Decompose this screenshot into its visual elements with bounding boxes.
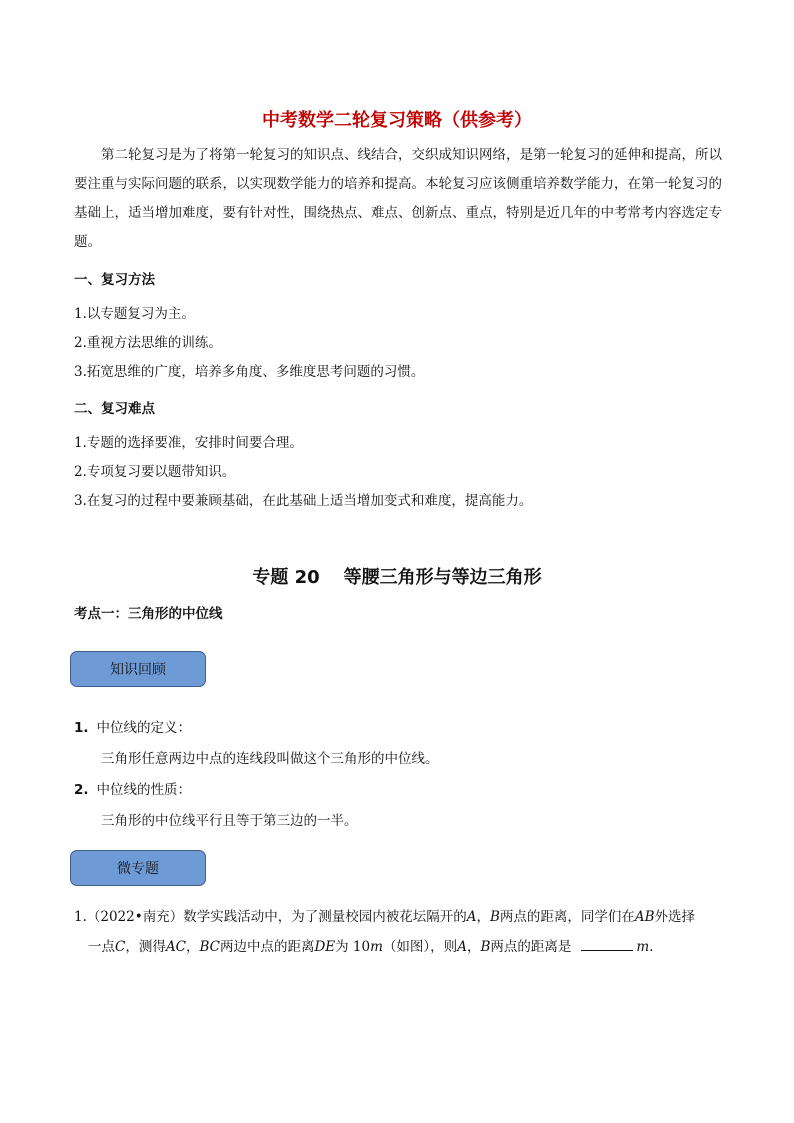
math-var: AC xyxy=(165,939,186,955)
micro-topic-label: 微专题 xyxy=(70,850,206,886)
list-item: 2.专项复习要以题带知识。 xyxy=(74,464,236,480)
problem-text: 为 10 xyxy=(335,939,371,955)
problem-text: ， xyxy=(466,939,481,955)
property-number: 2. xyxy=(74,782,89,798)
property-heading xyxy=(74,778,191,798)
problem-text: 两边中点的距离 xyxy=(219,939,315,955)
problem-text: 一点 xyxy=(88,939,115,955)
math-var: A xyxy=(466,909,477,925)
definition-heading xyxy=(74,716,191,736)
problem-text: ，测得 xyxy=(125,939,166,955)
problem-text: 两点的距离，同学们在 xyxy=(499,909,635,925)
property-label: 中位线的性质： xyxy=(96,782,192,798)
list-item: 1.以专题复习为主。 xyxy=(74,306,195,322)
math-var: AB xyxy=(634,909,655,925)
problem-text: 1.（2022•南充）数学实践活动中，为了测量校园内被花坛隔开的 xyxy=(74,909,467,925)
problem-text: . xyxy=(649,939,654,955)
problem-line-2 xyxy=(74,932,734,962)
topic-title xyxy=(0,563,794,589)
problem-text: ， xyxy=(476,909,490,925)
math-var: B xyxy=(480,939,491,955)
list-item: 2.重视方法思维的训练。 xyxy=(74,335,222,351)
problem-text: （如图），则 xyxy=(382,939,458,955)
problem-text: 外选择 xyxy=(654,909,696,925)
kaodian-heading: 考点一：三角形的中位线 xyxy=(74,606,223,622)
math-var: BC xyxy=(199,939,220,955)
list-item: 3.拓宽思维的广度，培养多角度、多维度思考问题的习惯。 xyxy=(74,364,425,380)
math-var: C xyxy=(115,939,126,955)
main-title: 中考数学二轮复习策略（供参考） xyxy=(262,110,532,131)
problem-1 xyxy=(74,902,734,962)
intro-paragraph: 第二轮复习是为了将第一轮复习的知识点、线结合，交织成知识网络，是第一轮复习的延伸和提高，所以要注重与实际问题的联系，以实现数学能力的培养和提高。本轮复习应该侧重培养数学能力，在第一轮复习的基础上，适当增加难度，要有针对性，围绕热点、难点、创新点、重点，特别是近几年的中考常考内容选定专题。 xyxy=(74,147,722,250)
definition-body: 三角形任意两边中点的连线段叫做这个三角形的中位线。 xyxy=(101,751,439,767)
definition-number: 1. xyxy=(74,720,89,736)
section-heading-methods: 一、复习方法 xyxy=(74,272,155,288)
math-var: B xyxy=(489,909,500,925)
list-item: 1.专题的选择要准，安排时间要合理。 xyxy=(74,435,303,451)
section-heading-difficulties: 二、复习难点 xyxy=(74,401,155,417)
math-var: m xyxy=(370,939,383,955)
math-var: m xyxy=(636,939,650,955)
property-body: 三角形的中位线平行且等于第三边的一半。 xyxy=(101,813,358,829)
problem-line-1 xyxy=(74,902,734,932)
knowledge-review-label: 知识回顾 xyxy=(70,651,206,687)
topic-number: 专题 20 xyxy=(252,567,320,588)
answer-blank[interactable] xyxy=(581,936,633,951)
list-item: 3.在复习的过程中要兼顾基础，在此基础上适当增加变式和难度，提高能力。 xyxy=(74,493,533,509)
math-var: A xyxy=(457,939,467,955)
topic-name: 等腰三角形与等边三角形 xyxy=(343,567,542,588)
problem-text: 两点的距离是 xyxy=(490,939,572,955)
problem-text: ， xyxy=(185,939,200,955)
math-var: DE xyxy=(314,939,336,955)
definition-label: 中位线的定义： xyxy=(96,720,192,736)
